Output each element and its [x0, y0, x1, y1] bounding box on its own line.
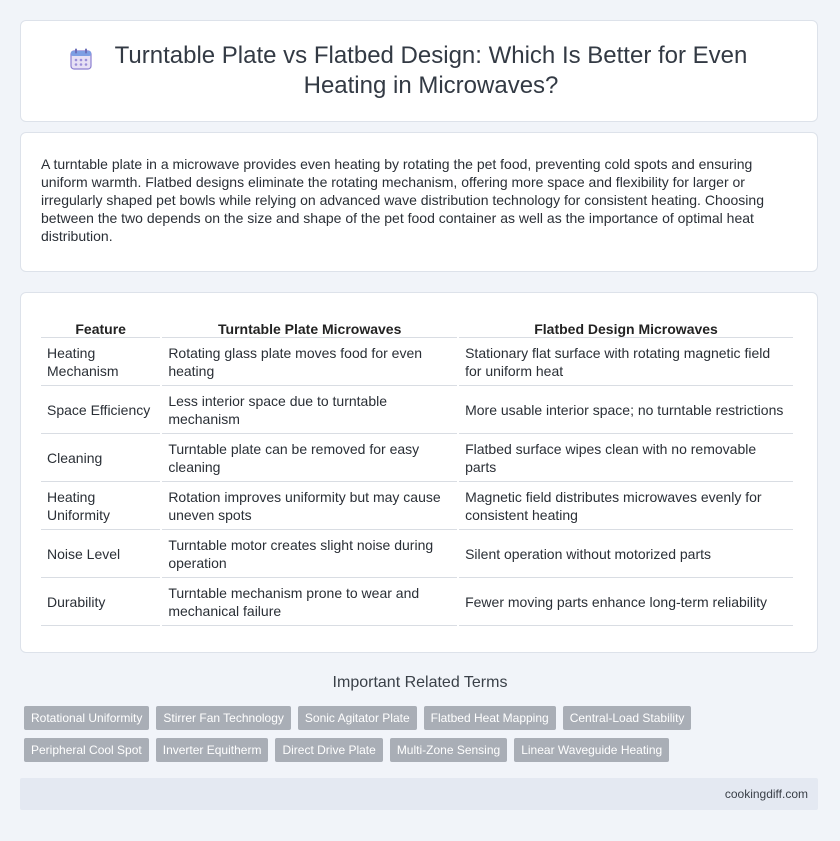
comparison-table [39, 315, 795, 626]
table-header-row [41, 315, 793, 338]
intro-card [20, 132, 818, 272]
table-row [41, 482, 793, 530]
table-row [41, 386, 793, 434]
tag-multi-zone-sensing[interactable]: Multi-Zone Sensing [390, 738, 507, 762]
row-feature: Cleaning [41, 434, 160, 482]
tag-peripheral-cool-spot[interactable]: Peripheral Cool Spot [24, 738, 149, 762]
table-row [41, 530, 793, 578]
tag-row [24, 738, 724, 762]
header-flatbed: Flatbed Design Microwaves [459, 315, 793, 338]
row-flatbed: Fewer moving parts enhance long-term reliability [459, 578, 793, 626]
footer [20, 778, 818, 810]
row-feature: Durability [41, 578, 160, 626]
row-turntable: Rotating glass plate moves food for even heating [162, 338, 457, 386]
tag-stirrer-fan-technology[interactable]: Stirrer Fan Technology [156, 706, 291, 730]
row-feature: Heating Uniformity [41, 482, 160, 530]
tag-flatbed-heat-mapping[interactable]: Flatbed Heat Mapping [424, 706, 556, 730]
row-turntable: Turntable mechanism prone to wear and mechanical failure [162, 578, 457, 626]
page-title: Turntable Plate vs Flatbed Design: Which Is Better for Even Heating in Microwaves? [114, 42, 748, 99]
tag-rotational-uniformity[interactable]: Rotational Uniformity [24, 706, 149, 730]
intro-paragraph: A turntable plate in a microwave provides even heating by rotating the pet food, preventing cold spots and ensuring uniform warmth. Flatbed designs eliminate the rotating mechanism, offering more space and flexibility for larger or irregularly shaped pet bowls while relying on advanced wave distribution technology for consistent heating. Choosing between the two depends on the size and shape of the pet food container as well as the importance of optimal heat distribution. [41, 156, 764, 244]
row-feature: Heating Mechanism [41, 338, 160, 386]
row-turntable: Turntable motor creates slight noise during operation [162, 530, 457, 578]
row-feature: Space Efficiency [41, 386, 160, 434]
row-flatbed: Stationary flat surface with rotating magnetic field for uniform heat [459, 338, 793, 386]
header-feature: Feature [41, 315, 160, 338]
calendar-icon [69, 47, 93, 71]
tag-linear-waveguide-heating[interactable]: Linear Waveguide Heating [514, 738, 669, 762]
row-turntable: Rotation improves uniformity but may cause uneven spots [162, 482, 457, 530]
row-feature: Noise Level [41, 530, 160, 578]
related-terms-tags [24, 706, 724, 770]
tag-sonic-agitator-plate[interactable]: Sonic Agitator Plate [298, 706, 417, 730]
row-flatbed: Flatbed surface wipes clean with no removable parts [459, 434, 793, 482]
tag-row [24, 706, 724, 730]
title-wrap [69, 41, 769, 101]
table-row [41, 338, 793, 386]
related-terms-title: Important Related Terms [332, 674, 508, 691]
row-turntable: Turntable plate can be removed for easy cleaning [162, 434, 457, 482]
footer-site-link[interactable]: cookingdiff.com [724, 787, 808, 801]
tag-inverter-equitherm[interactable]: Inverter Equitherm [156, 738, 269, 762]
title-card [20, 20, 818, 122]
row-flatbed: Silent operation without motorized parts [459, 530, 793, 578]
row-flatbed: More usable interior space; no turntable restrictions [459, 386, 793, 434]
tag-central-load-stability[interactable]: Central-Load Stability [563, 706, 692, 730]
comparison-card [20, 292, 818, 653]
header-turntable: Turntable Plate Microwaves [162, 315, 457, 338]
row-flatbed: Magnetic field distributes microwaves evenly for consistent heating [459, 482, 793, 530]
table-row [41, 578, 793, 626]
tag-direct-drive-plate[interactable]: Direct Drive Plate [275, 738, 382, 762]
table-row [41, 434, 793, 482]
row-turntable: Less interior space due to turntable mechanism [162, 386, 457, 434]
